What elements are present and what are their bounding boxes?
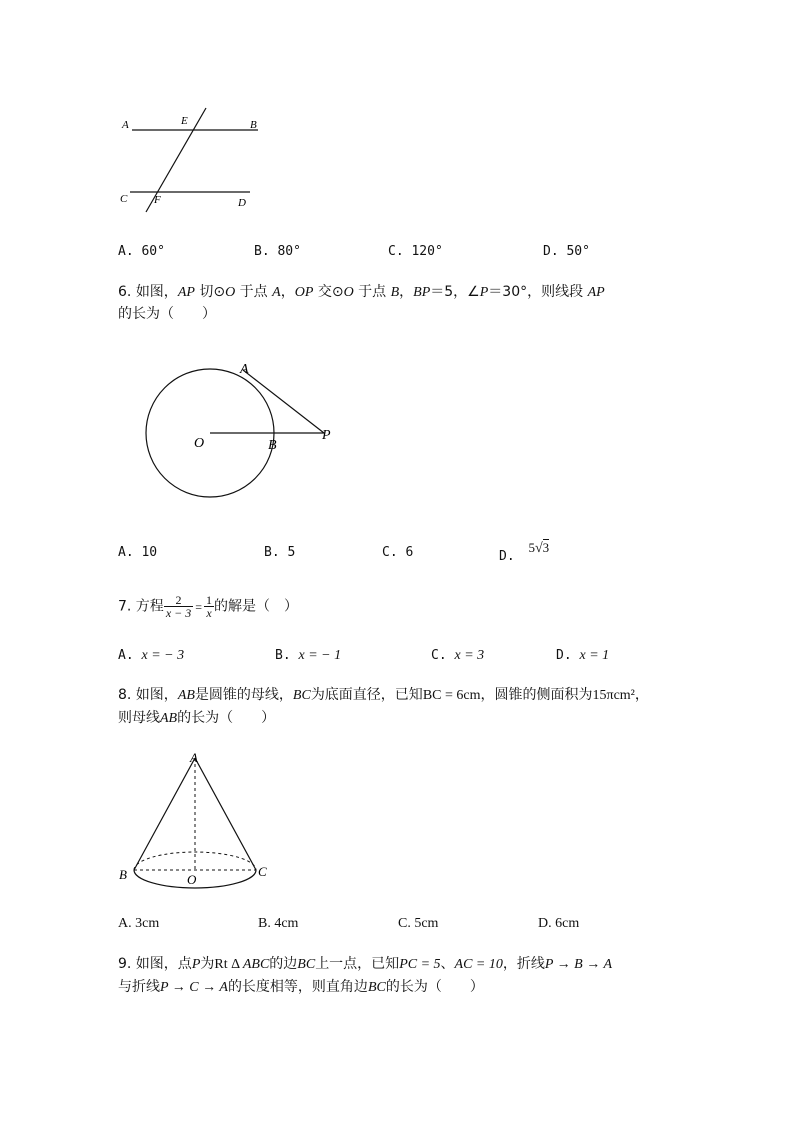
tangent-ap [243, 370, 324, 433]
q8-line1: 8. 如图，AB是圆锥的母线，BC为底面直径，已知BC = 6cm，圆锥的侧面积为15πcm²， [118, 687, 649, 703]
fraction-2: $\frac{1}{x}$ [206, 593, 213, 620]
q6-option-d: D. 5√3 [499, 540, 550, 564]
q6-option-b: B. 5 [264, 545, 296, 560]
label-f: F [154, 194, 161, 206]
label-p: P [322, 428, 331, 443]
generatrix-ac [195, 758, 256, 870]
q5-option-b: B. 80° [254, 244, 301, 259]
q8-figure [110, 748, 280, 893]
label-b: B [268, 438, 277, 453]
label-b: B [119, 867, 127, 882]
q7-question: 7. 方程 $\frac{2}{x - 3}$ = $\frac{1}{x}$ 的解是（ ） [118, 593, 299, 620]
generatrix-ab [134, 758, 195, 870]
q7-option-b: B. x = − 1 [275, 648, 342, 663]
q5-figure [110, 100, 280, 220]
label-c: C [120, 193, 128, 205]
label-c: C [258, 864, 267, 879]
label-o: O [194, 436, 205, 451]
q8-option-b: B. 4cm [258, 916, 299, 931]
q8-option-a: A. 3cm [118, 916, 160, 931]
q7-option-d: D. x = 1 [556, 648, 610, 663]
label-o: O [187, 872, 197, 887]
q6-option-c: C. 6 [382, 545, 414, 560]
label-e: E [181, 115, 188, 127]
q5-option-c: C. 120° [388, 244, 443, 259]
label-a: A [240, 362, 249, 377]
q6-option-a: A. 10 [118, 545, 158, 560]
q8-option-c: C. 5cm [398, 916, 439, 931]
q6-line1: 6. 如图，AP 切⊙O 于点 A，OP 交⊙O 于点 B，BP＝5，∠P＝30°，则线段 AP [118, 284, 605, 300]
label-a: A [122, 119, 129, 131]
q9-line2: 与折线P → C → A的长度相等，则直角边BC的长为（ ） [118, 979, 484, 995]
label-a: A [190, 750, 198, 765]
fraction-1: $\frac{2}{x - 3}$ [165, 593, 192, 620]
label-d: D [238, 197, 246, 209]
q9-line1: 9. 如图，点P为Rt Δ ABC的边BC上一点，已知PC = 5、AC = 10，折线P → B → A [118, 956, 613, 972]
q5-option-a: A. 60° [118, 244, 165, 259]
q7-option-a: A. x = − 3 [118, 648, 185, 663]
label-b: B [250, 119, 257, 131]
q8-option-d: D. 6cm [538, 916, 580, 931]
q7-option-c: C. x = 3 [431, 648, 485, 663]
q5-option-d: D. 50° [543, 244, 590, 259]
q8-line2: 则母线AB的长为（ ） [118, 710, 276, 726]
q6-figure [130, 355, 350, 510]
q6-line2: 的长为（ ） [118, 306, 216, 322]
